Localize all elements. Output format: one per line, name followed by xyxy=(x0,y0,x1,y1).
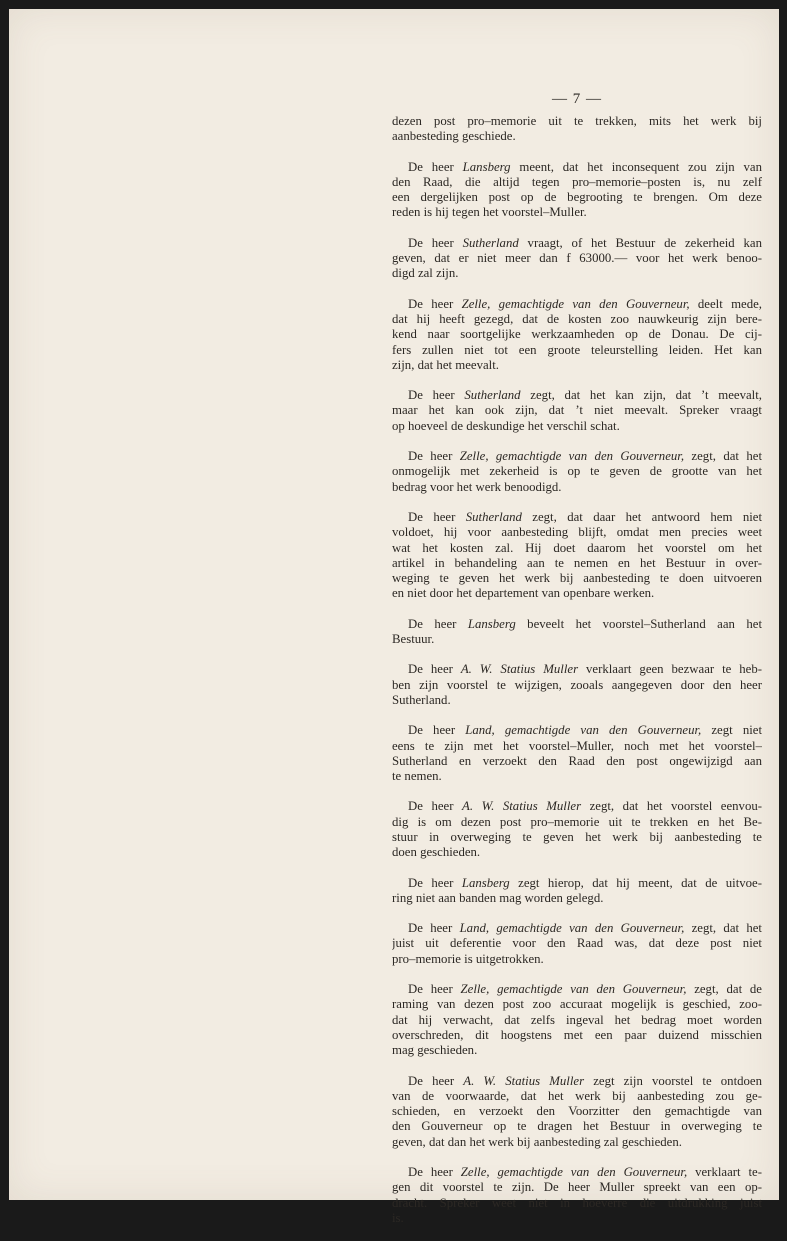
paragraph xyxy=(392,1165,762,1226)
speaker-name: Lansberg xyxy=(461,875,510,890)
text-line xyxy=(392,952,762,967)
line-text: te nemen. xyxy=(392,769,442,784)
line-text: doen geschieden. xyxy=(392,845,481,860)
text-line xyxy=(392,1119,762,1134)
text-line xyxy=(392,1165,762,1180)
line-text: geven, dat er niet meer dan f 63000.— voor het werk benoo- xyxy=(392,251,762,266)
speaker-name: Zelle, gemachtigde van den Gouverneur, xyxy=(459,449,685,464)
text-line xyxy=(392,266,762,281)
text-line xyxy=(392,556,762,571)
speaker-prefix: De heer xyxy=(408,723,466,738)
line-text: dig is om dezen post pro–memorie uit te trekken en het Be- xyxy=(392,814,762,829)
line-text: dat hij heeft gezegd, dat de kosten zoo nauwkeurig zijn bere- xyxy=(392,311,762,326)
line-text: geven, dat dan het werk bij aanbesteding zal geschieden. xyxy=(392,1134,682,1149)
text-line xyxy=(392,1135,762,1150)
text-line xyxy=(392,1028,762,1043)
text-line xyxy=(392,388,762,403)
text-line xyxy=(392,1089,762,1104)
line-text: stuur in overweging te geven het werk bij aanbesteding te xyxy=(392,829,762,844)
text-line xyxy=(392,693,762,708)
text-line xyxy=(392,632,762,647)
speaker-name: A. W. Statius Muller xyxy=(462,799,582,814)
speaker-name: A. W. Statius Muller xyxy=(460,662,579,677)
speaker-name: Zelle, gemachtigde van den Gouverneur, xyxy=(460,1165,688,1180)
text-line xyxy=(392,297,762,312)
line-text: gen dit voorstel te zijn. De heer Muller spreekt van een op- xyxy=(392,1180,762,1195)
line-text: zegt, dat het xyxy=(684,449,762,464)
paragraph xyxy=(392,617,762,648)
text-line xyxy=(392,678,762,693)
speaker-prefix: De heer xyxy=(408,235,463,250)
speaker-prefix: De heer xyxy=(408,1073,464,1088)
text-line xyxy=(392,541,762,556)
text-line xyxy=(392,175,762,190)
speaker-name: Sutherland xyxy=(465,509,522,524)
line-text: juist uit deferentie voor den Raad was, dat deze post niet xyxy=(392,936,762,951)
line-text: zegt niet xyxy=(701,723,762,738)
speaker-name: Lansberg xyxy=(462,159,511,174)
line-text: den Gouverneur op te dragen het Bestuur in overweging te xyxy=(392,1119,762,1134)
line-text: op hoeveel de deskundige het verschil schat. xyxy=(392,418,620,433)
text-line xyxy=(392,510,762,525)
body-text xyxy=(392,114,762,1241)
text-line xyxy=(392,1013,762,1028)
line-text: maar het kan ook zijn, dat ’t niet meevalt. Spreker vraagt xyxy=(392,403,762,418)
text-line xyxy=(392,662,762,677)
speaker-prefix: De heer xyxy=(408,1165,461,1180)
text-line xyxy=(392,769,762,784)
text-line xyxy=(392,312,762,327)
speaker-prefix: De heer xyxy=(408,449,460,464)
line-text: zijn, dat het meevalt. xyxy=(392,357,499,372)
speaker-name: Sutherland xyxy=(464,388,521,403)
paragraph xyxy=(392,449,762,495)
line-text: overschreden, dit hoogstens met een paar duizend misschien xyxy=(392,1027,762,1042)
text-line xyxy=(392,205,762,220)
paragraph xyxy=(392,236,762,282)
speaker-prefix: De heer xyxy=(408,509,466,524)
line-text: dezen post pro–memorie uit te trekken, mits het werk bij xyxy=(392,114,762,128)
speaker-prefix: De heer xyxy=(408,616,468,631)
line-text: den Raad, die altijd tegen pro–memorie–posten is, nu zelf xyxy=(392,174,762,189)
text-line xyxy=(392,190,762,205)
text-line xyxy=(392,327,762,342)
speaker-name: Land, gemachtigde van den Gouverneur, xyxy=(459,921,685,936)
text-line xyxy=(392,723,762,738)
line-text: fers zullen niet tot een groote teleurstelling leiden. Het kan xyxy=(392,342,762,357)
text-line xyxy=(392,358,762,373)
text-line xyxy=(392,799,762,814)
text-line xyxy=(392,617,762,632)
line-text: is. xyxy=(392,1210,404,1225)
paragraph xyxy=(392,876,762,907)
line-text: zegt, dat het xyxy=(684,921,762,936)
text-line xyxy=(392,1104,762,1119)
line-text: zegt, dat het kan zijn, dat ’t meevalt, xyxy=(520,388,762,403)
paragraph xyxy=(392,297,762,373)
line-text: aanbesteding geschiede. xyxy=(392,129,516,144)
line-text: beveelt het voorstel–Sutherland aan het xyxy=(515,616,762,631)
line-text: zegt, dat daar het antwoord hem niet xyxy=(521,509,762,524)
line-text: eens te zijn met het voorstel–Muller, noch met het voorstel– xyxy=(392,738,762,753)
line-text: ring niet aan banden mag worden gelegd. xyxy=(392,890,604,905)
line-text: dat hij verwacht, dat zelfs ingeval het bedrag moet worden xyxy=(392,1012,762,1027)
line-text: zegt, dat het voorstel eenvou- xyxy=(581,799,762,814)
text-line xyxy=(392,419,762,434)
line-text: verklaart geen bezwaar te heb- xyxy=(578,662,762,677)
paragraph xyxy=(392,662,762,708)
line-text: onmogelijk met zekerheid is op te geven de grootte van het xyxy=(392,464,762,479)
speaker-name: Zelle, gemachtigde van den Gouverneur, xyxy=(460,982,687,997)
line-text: weging te geven het werk bij aanbesteding te doen uitvoeren xyxy=(392,571,762,586)
line-text: van de voorwaarde, dat het werk bij aanbesteding zou ge- xyxy=(392,1088,762,1103)
line-text: Sutherland. xyxy=(392,692,451,707)
line-text: mag geschieden. xyxy=(392,1043,478,1058)
text-line xyxy=(392,114,762,129)
paragraph xyxy=(392,799,762,860)
paragraph xyxy=(392,160,762,221)
text-line xyxy=(392,480,762,495)
paragraph xyxy=(392,723,762,784)
line-text: meent, dat het inconsequent zou zijn van xyxy=(510,159,762,174)
speaker-name: Sutherland xyxy=(462,235,519,250)
speaker-prefix: De heer xyxy=(408,662,461,677)
text-line xyxy=(392,845,762,860)
text-line xyxy=(392,525,762,540)
paragraph xyxy=(392,921,762,967)
speaker-prefix: De heer xyxy=(408,875,462,890)
line-text: verklaart te- xyxy=(687,1165,762,1180)
line-text: zegt, dat de xyxy=(686,982,762,997)
text-line xyxy=(392,982,762,997)
line-text: zegt zijn voorstel te ontdoen xyxy=(584,1073,762,1088)
text-line xyxy=(392,343,762,358)
text-line xyxy=(392,754,762,769)
line-text: voldoet, hij voor aanbesteding blijft, omdat men precies weet xyxy=(392,525,762,540)
line-text: een dergelijken post op de begrooting te brengen. Om deze xyxy=(392,190,762,205)
text-line xyxy=(392,1074,762,1089)
speaker-prefix: De heer xyxy=(408,159,463,174)
text-line xyxy=(392,815,762,830)
text-line xyxy=(392,160,762,175)
line-text: Sutherland en verzoekt den Raad den post ongewijzigd aan xyxy=(392,753,762,768)
line-text: pro–memorie is uitgetrokken. xyxy=(392,951,544,966)
paragraph xyxy=(392,114,762,145)
text-line xyxy=(392,449,762,464)
speaker-prefix: De heer xyxy=(408,799,463,814)
text-line xyxy=(392,739,762,754)
line-text: raming van dezen post zoo accuraat mogelijk is geschied, zoo- xyxy=(392,997,762,1012)
paragraph xyxy=(392,510,762,602)
text-line xyxy=(392,876,762,891)
text-line xyxy=(392,586,762,601)
speaker-prefix: De heer xyxy=(408,296,462,311)
speaker-name: A. W. Statius Muller xyxy=(463,1073,585,1088)
line-text: bedrag voor het werk benoodigd. xyxy=(392,479,562,494)
line-text: digd zal zijn. xyxy=(392,266,459,281)
text-line xyxy=(392,403,762,418)
line-text: zegt hierop, dat hij meent, dat de uitvoe- xyxy=(509,875,762,890)
line-text: vraagt, of het Bestuur de zekerheid kan xyxy=(518,235,762,250)
document-page xyxy=(9,9,779,1225)
text-line xyxy=(392,1043,762,1058)
line-text: kend naar soortgelijke werkzaamheden op de Donau. De cij- xyxy=(392,327,762,342)
line-text: reden is hij tegen het voorstel–Muller. xyxy=(392,205,587,220)
line-text: wat het kosten zal. Hij doet daarom het voorstel om het xyxy=(392,540,762,555)
line-text: ben zijn voorstel te wijzigen, zooals aangegeven door den heer xyxy=(392,677,762,692)
text-line xyxy=(392,571,762,586)
line-text: deelt mede, xyxy=(689,296,762,311)
speaker-prefix: De heer xyxy=(408,388,465,403)
line-text: artikel in behandeling aan te nemen en het Bestuur in over- xyxy=(392,555,762,570)
speaker-name: Zelle, gemachtigde van den Gouverneur, xyxy=(461,296,690,311)
line-text: dracht. Spreker weet niet in hoeverre die uitdrukking juist xyxy=(392,1195,762,1210)
line-text: Bestuur. xyxy=(392,632,435,647)
text-line xyxy=(392,1180,762,1195)
line-text: en niet door het departement van openbare werken. xyxy=(392,586,655,601)
text-line xyxy=(392,129,762,144)
text-line xyxy=(392,1211,762,1226)
speaker-prefix: De heer xyxy=(408,982,461,997)
speaker-name: Lansberg xyxy=(467,616,516,631)
text-line xyxy=(392,251,762,266)
paragraph xyxy=(392,982,762,1058)
line-text: schieden, en verzoekt den Voorzitter den gemachtigde van xyxy=(392,1104,762,1119)
text-line xyxy=(392,830,762,845)
paragraph xyxy=(392,388,762,434)
text-line xyxy=(392,1196,762,1211)
text-line xyxy=(392,236,762,251)
text-line xyxy=(392,891,762,906)
text-line xyxy=(392,921,762,936)
speaker-prefix: De heer xyxy=(408,921,460,936)
speaker-name: Land, gemachtigde van den Gouverneur, xyxy=(465,723,702,738)
text-line xyxy=(392,936,762,951)
text-line xyxy=(392,464,762,479)
paragraph xyxy=(392,1074,762,1150)
text-line xyxy=(392,997,762,1012)
page-number: — 7 — xyxy=(552,91,602,107)
